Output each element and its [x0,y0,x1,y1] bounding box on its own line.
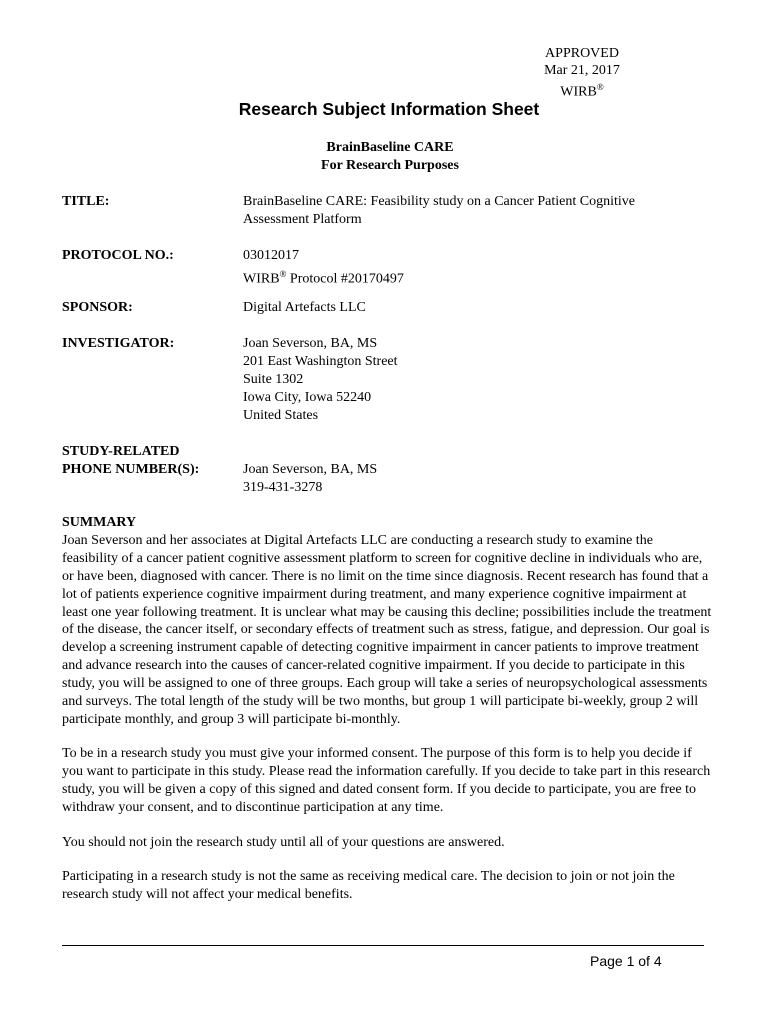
sponsor-value: Digital Artefacts LLC [243,300,366,315]
summary-paragraph: Joan Severson and her associates at Digital Artefacts LLC are conducting a research study to examine the feasibility of a cancer patient cognitive assessment platform to screen for cognitive decline in individuals who are, or have been, diagnosed with cancer. There is no limit on the time since diagnosis. Recent research has found that a lot of patients experience cognitive impairment during treatment, and many experience cognitive impairment at least one year following treatment. It is unclear what may be causing this decline; possibilities include the treatment of the disease, the cancer itself, or secondary effects of treatment such as stress, fatigue, and depression. Our goal is develop a screening instrument capable of detecting cognitive impairment in cancer patients to improve treatment and advance research into the causes of cancer-related cognitive impairment. If you decide to participate in this study, you will be assigned to one of three groups. Each group will take a series of neuropsychological assessments and surveys. The total length of the study will be two months, but group 1 will participate bi-weekly, group 2 will participate monthly, and group 3 will participate bi-monthly. [62,532,712,727]
footer-divider [62,945,704,946]
phone-label: STUDY-RELATED PHONE NUMBER(S): [62,444,200,477]
approval-org: WIRB® [560,82,604,100]
protocol-value: 03012017 WIRB® Protocol #20170497 [243,248,404,287]
investigator-value: Joan Severson, BA, MS 201 East Washington Street Suite 1302 Iowa City, Iowa 52240 United States [243,336,398,423]
subtitle [0,139,770,175]
title-label: TITLE: [62,194,110,209]
phone-value: Joan Severson, BA, MS 319-431-3278 [243,462,378,495]
page-number: Page 1 of 4 [590,953,662,969]
study-name: BrainBaseline CARE [326,140,454,155]
investigator-label: INVESTIGATOR: [62,336,175,351]
approval-date: Mar 21, 2017 [544,62,620,78]
summary-section [62,514,712,920]
consent-paragraph: To be in a research study you must give your informed consent. The purpose of this form is to help you decide if you want to participate in this study. Please read the information carefully. If you decide to take part in this research study, you will be given a copy of this signed and dated consent form. If you decide to participate, you are free to withdraw your consent, and to discontinue participation at any time. [62,746,711,816]
title-value: BrainBaseline CARE: Feasibility study on a Cancer Patient Cognitive Assessment Platform [243,194,635,227]
approval-status: APPROVED [545,46,619,61]
approval-stamp [520,46,644,101]
protocol-label: PROTOCOL NO.: [62,248,174,263]
medical-care-paragraph: Participating in a research study is not the same as receiving medical care. The decision to join or not join the research study will not affect your medical benefits. [62,868,675,902]
page-title: Research Subject Information Sheet [238,99,540,119]
sponsor-label: SPONSOR: [62,300,133,315]
summary-heading: SUMMARY [62,515,137,530]
study-purpose: For Research Purposes [321,158,459,173]
questions-paragraph: You should not join the research study until all of your questions are answered. [62,834,505,850]
